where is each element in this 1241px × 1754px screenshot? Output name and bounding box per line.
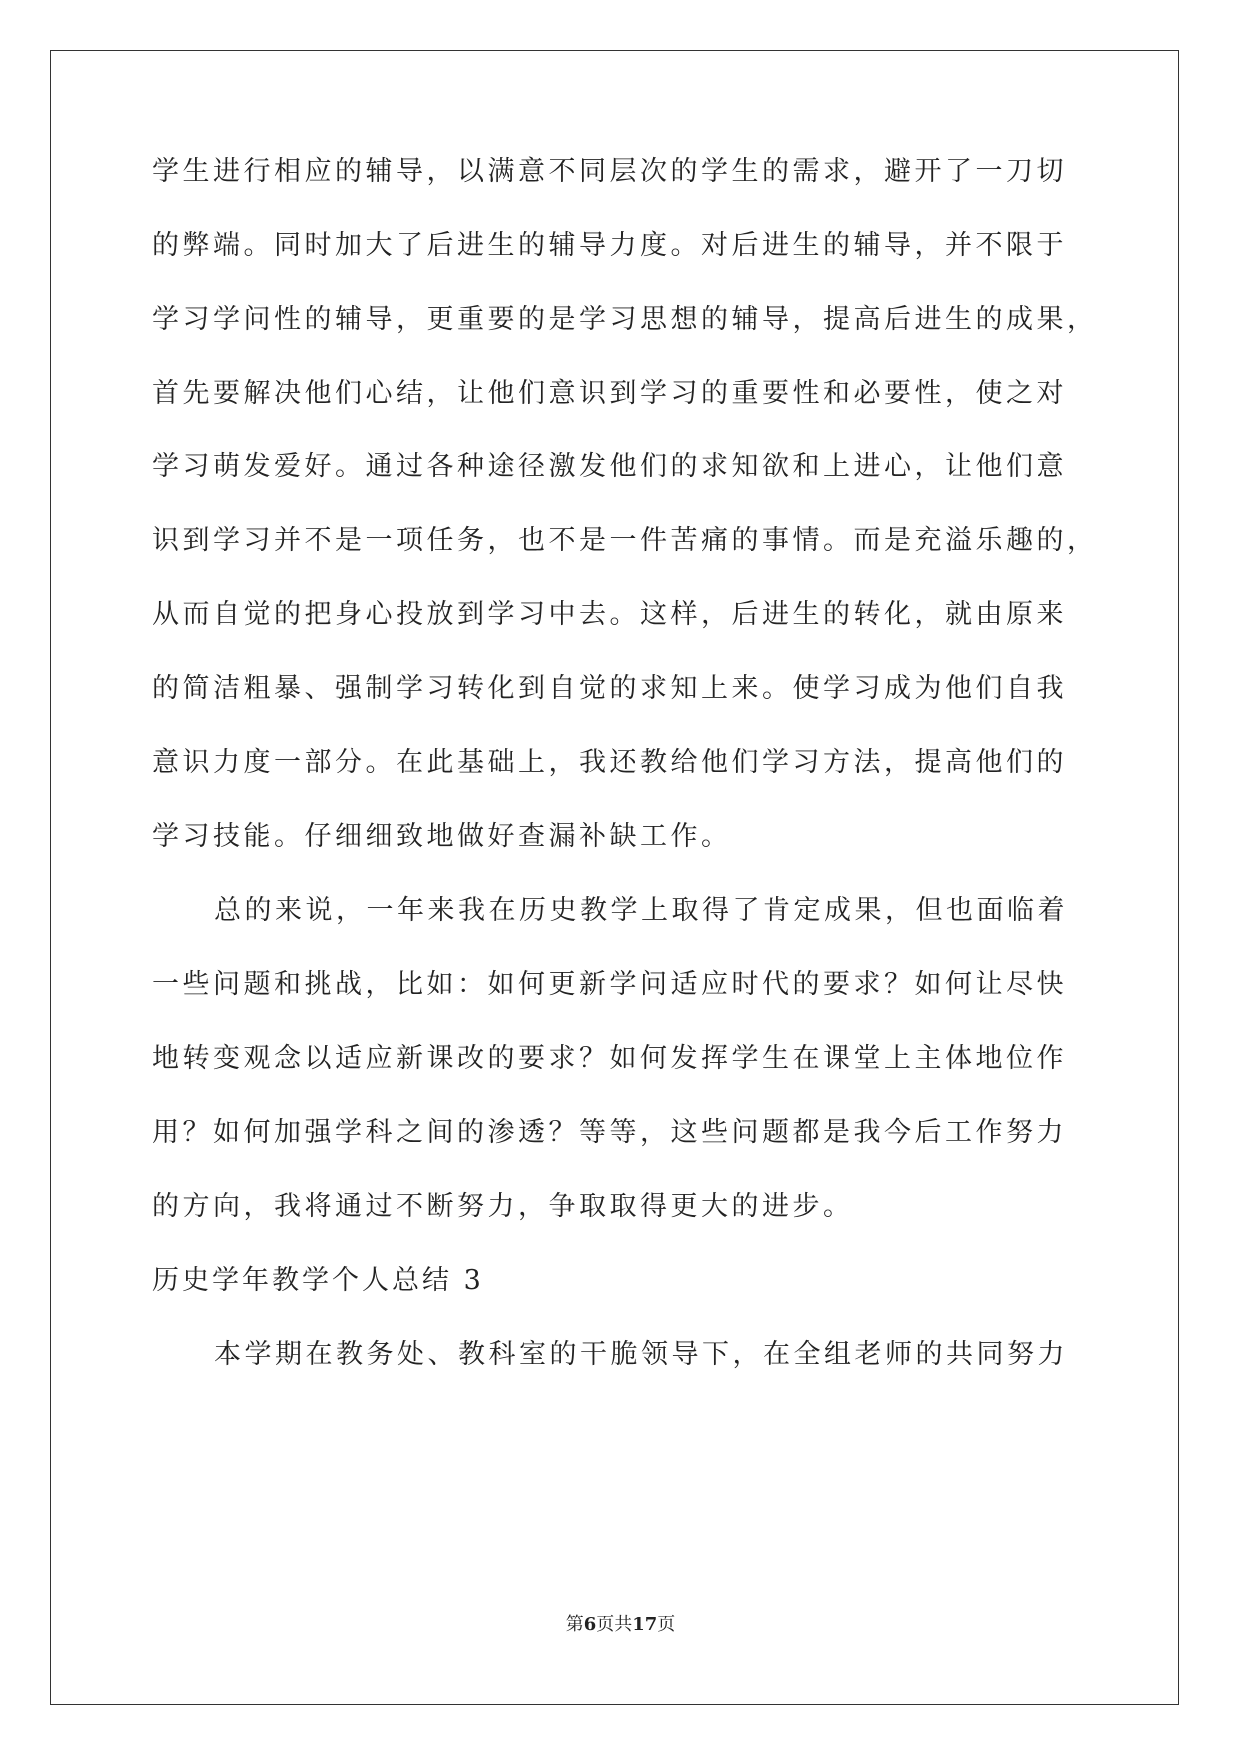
- paragraph-line: 的方向，我将通过不断努力，争取取得更大的进步。: [152, 1191, 854, 1222]
- paragraph-line: 学习萌发爱好。通过各种途径激发他们的求知欲和上进心，让他们意: [152, 451, 1067, 482]
- section-heading: 历史学年教学个人总结 3: [152, 1265, 484, 1296]
- paragraph-line: 识到学习并不是一项任务，也不是一件苦痛的事情。而是充溢乐趣的，: [152, 525, 1098, 556]
- page-number: 6: [583, 1614, 597, 1635]
- paragraph-line: 学生进行相应的辅导，以满意不同层次的学生的需求，避开了一刀切: [152, 156, 1067, 187]
- paragraph-line: 从而自觉的把身心投放到学习中去。这样，后进生的转化，就由原来: [152, 599, 1067, 630]
- paragraph-line: 学习学问性的辅导，更重要的是学习思想的辅导，提高后进生的成果，: [152, 304, 1098, 335]
- paragraph-line: 意识力度一部分。在此基础上，我还教给他们学习方法，提高他们的: [152, 747, 1067, 778]
- page-suffix: 页: [596, 1614, 615, 1635]
- paragraph-line: 的简洁粗暴、强制学习转化到自觉的求知上来。使学习成为他们自我: [152, 673, 1067, 704]
- paragraph-line-indented: 本学期在教务处、教科室的干脆领导下，在全组老师的共同努力: [214, 1339, 1068, 1370]
- total-suffix: 页: [657, 1614, 676, 1635]
- total-prefix: 共: [614, 1614, 633, 1635]
- page-footer: [0, 1614, 1241, 1636]
- paragraph-line: 一些问题和挑战，比如：如何更新学问适应时代的要求？如何让尽快: [152, 969, 1067, 1000]
- paragraph-line: 地转变观念以适应新课改的要求？如何发挥学生在课堂上主体地位作: [152, 1043, 1067, 1074]
- paragraph-line: 首先要解决他们心结，让他们意识到学习的重要性和必要性，使之对: [152, 378, 1067, 409]
- paragraph-line: 学习技能。仔细细致地做好查漏补缺工作。: [152, 821, 732, 852]
- page-frame: [50, 50, 1179, 1705]
- paragraph-line: 用？如何加强学科之间的渗透？等等，这些问题都是我今后工作努力: [152, 1117, 1067, 1148]
- paragraph-line-indented: 总的来说，一年来我在历史教学上取得了肯定成果，但也面临着: [214, 895, 1068, 926]
- total-pages: 17: [632, 1614, 658, 1635]
- paragraph-line: 的弊端。同时加大了后进生的辅导力度。对后进生的辅导，并不限于: [152, 230, 1067, 261]
- page-prefix: 第: [565, 1614, 584, 1635]
